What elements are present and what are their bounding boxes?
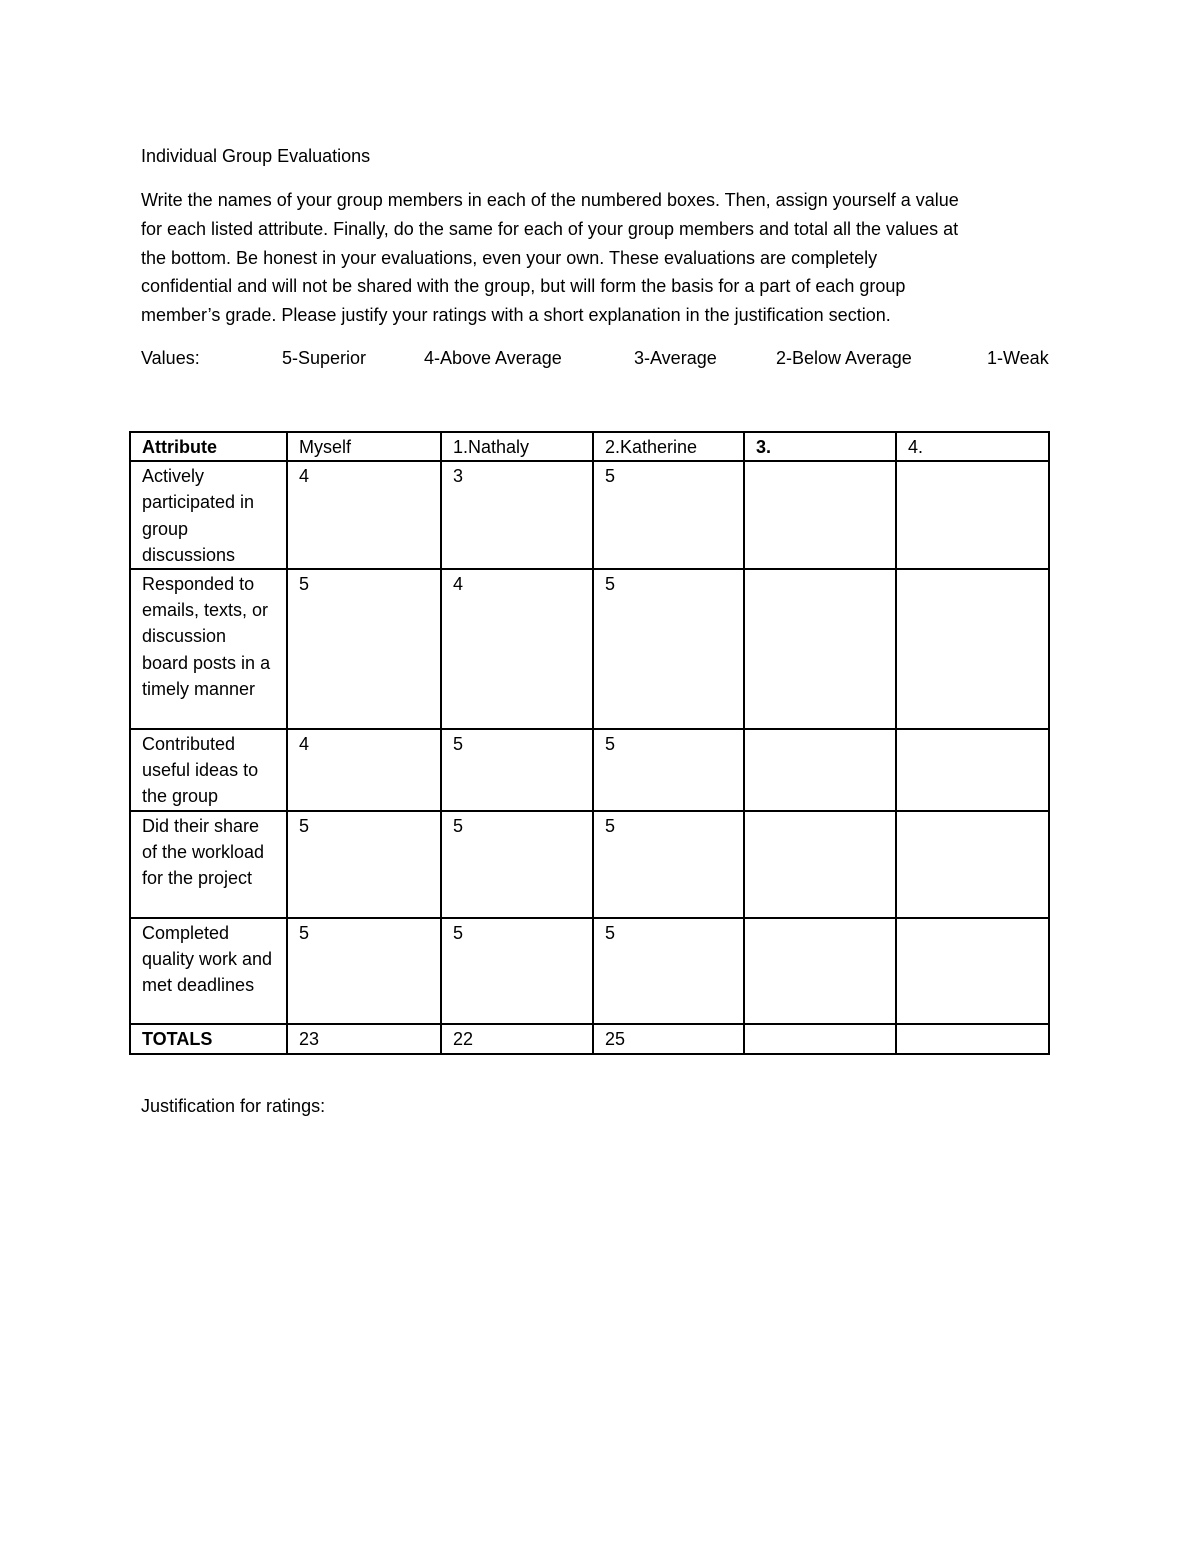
rating-cell: 5 [593, 569, 744, 729]
values-label: Values: [141, 348, 200, 368]
rating-cell [896, 811, 1049, 918]
rating-cell: 5 [593, 461, 744, 569]
rating-cell [896, 569, 1049, 729]
total-cell: 25 [593, 1024, 744, 1054]
attribute-cell: Actively participated in group discussions [130, 461, 287, 569]
rating-cell: 3 [441, 461, 593, 569]
rating-cell: 5 [287, 569, 441, 729]
instructions-line: confidential and will not be shared with the group, but will form the basis for a part of each group [141, 276, 906, 297]
table-row [130, 569, 1049, 729]
rating-cell: 5 [441, 811, 593, 918]
rating-cell [896, 729, 1049, 811]
rating-cell [744, 918, 896, 1024]
header-member-1: 1.Nathaly [441, 432, 593, 461]
rating-cell [744, 569, 896, 729]
instructions-line: Write the names of your group members in each of the numbered boxes. Then, assign yourself a value [141, 190, 959, 210]
value-average: 3-Average [634, 348, 717, 368]
rating-cell: 5 [593, 811, 744, 918]
attribute-cell: Did their share of the workload for the project [130, 811, 287, 918]
rating-cell: 5 [287, 811, 441, 918]
justification-label: Justification for ratings: [141, 1096, 326, 1116]
rating-cell [744, 811, 896, 918]
rating-cell: 5 [441, 729, 593, 811]
rating-cell: 5 [593, 729, 744, 811]
rating-cell: 5 [287, 918, 441, 1024]
value-superior: 5-Superior [282, 348, 367, 368]
header-myself: Myself [287, 432, 441, 461]
values-scale [0, 344, 1200, 372]
value-below-average: 2-Below Average [776, 348, 912, 368]
value-weak: 1-Weak [987, 348, 1049, 368]
instructions-line: for each listed attribute. Finally, do the same for each of your group members and total all the values at [141, 218, 959, 239]
evaluation-table [129, 431, 1050, 1055]
total-cell [744, 1024, 896, 1054]
total-cell: 22 [441, 1024, 593, 1054]
rating-cell [896, 918, 1049, 1024]
rating-cell: 4 [441, 569, 593, 729]
rating-cell: 4 [287, 729, 441, 811]
instructions-line: the bottom. Be honest in your evaluations, even your own. These evaluations are completely [141, 247, 878, 268]
header-member-2: 2.Katherine [593, 432, 744, 461]
table-row [130, 729, 1049, 811]
total-cell: 23 [287, 1024, 441, 1054]
table-header-row [130, 432, 1049, 461]
value-above-average: 4-Above Average [424, 348, 562, 368]
rating-cell: 5 [441, 918, 593, 1024]
rating-cell: 5 [593, 918, 744, 1024]
totals-row [130, 1024, 1049, 1054]
rating-cell [896, 461, 1049, 569]
rating-cell [744, 729, 896, 811]
attribute-cell: Responded to emails, texts, or discussion board posts in a timely manner [130, 569, 287, 729]
attribute-cell: Completed quality work and met deadlines [130, 918, 287, 1024]
rating-cell [744, 461, 896, 569]
page-title: Individual Group Evaluations [141, 146, 371, 166]
table-row [130, 811, 1049, 918]
header-member-4: 4. [896, 432, 1049, 461]
total-cell [896, 1024, 1049, 1054]
header-attribute: Attribute [130, 432, 287, 461]
table-row [130, 918, 1049, 1024]
header-member-3: 3. [744, 432, 896, 461]
totals-label: TOTALS [130, 1024, 287, 1054]
rating-cell: 4 [287, 461, 441, 569]
instructions-line: member’s grade. Please justify your ratings with a short explanation in the justification section. [141, 305, 891, 326]
table-row [130, 461, 1049, 569]
attribute-cell: Contributed useful ideas to the group [130, 729, 287, 811]
instructions-paragraph [141, 186, 1071, 330]
